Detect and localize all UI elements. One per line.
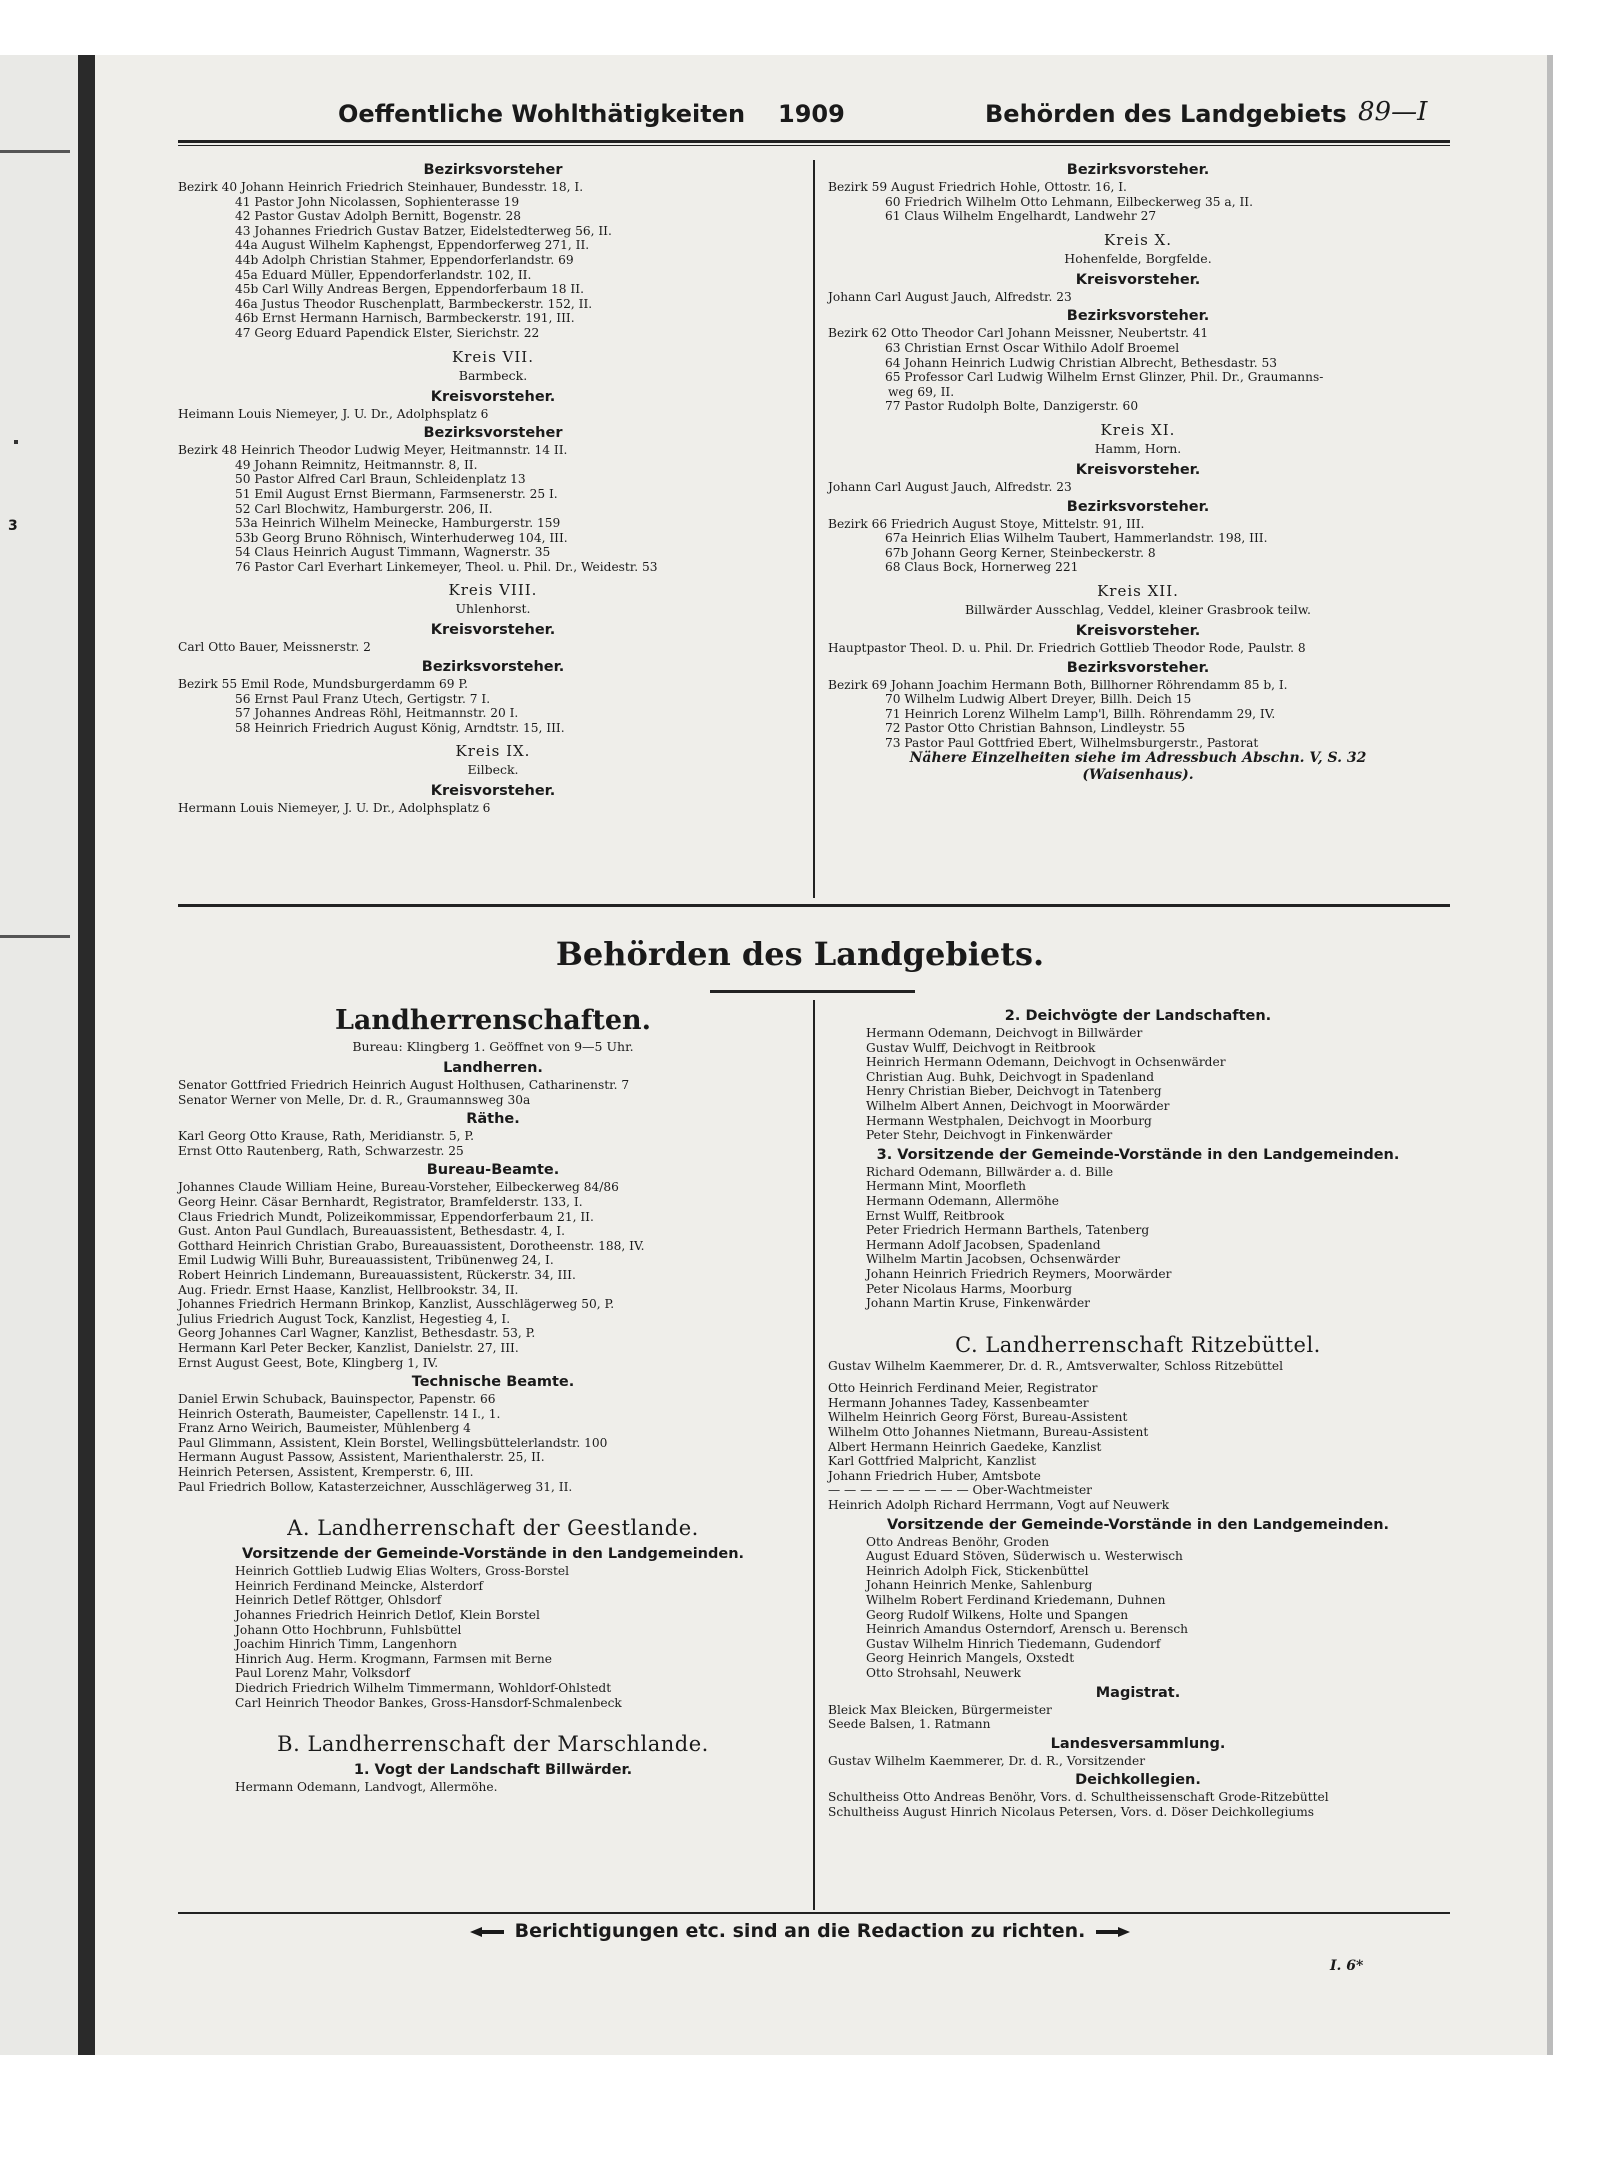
entry-line: 44b Adolph Christian Stahmer, Eppendorferlandstr. 69 [235, 252, 574, 267]
entry-line: Heimann Louis Niemeyer, J. U. Dr., Adolphsplatz 6 [178, 406, 489, 421]
bottom-right-column [828, 1004, 1448, 1820]
entry-line: Hermann Mint, Moorfleth [866, 1179, 1027, 1194]
entry-line: Schultheiss Otto Andreas Benöhr, Vors. d. Schultheissenschaft Grode-Ritzebüttel [828, 1790, 1329, 1805]
entry-line: 71 Heinrich Lorenz Wilhelm Lamp'l, Billh. Röhrendamm 29, IV. [885, 706, 1276, 721]
entry-line: Heinrich Gottlieb Ludwig Elias Wolters, Gross-Borstel [235, 1564, 570, 1579]
district-heading: Kreis IX. [455, 742, 531, 761]
entry-line: Johann Heinrich Menke, Sahlenburg [866, 1578, 1093, 1593]
section-heading: Kreisvorsteher. [430, 388, 556, 405]
section-heading: Bureau-Beamte. [426, 1162, 560, 1179]
bottom-left-column [178, 1004, 808, 1795]
district-heading: Kreis XII. [1097, 581, 1179, 600]
district-heading: Kreis XI. [1100, 420, 1176, 439]
district-subtitle: Barmbeck. [458, 367, 528, 383]
entry-line: Emil Ludwig Willi Buhr, Bureauassistent, Tribünenweg 24, I. [178, 1253, 554, 1268]
header-rule [178, 140, 1450, 143]
entry-line: Wilhelm Otto Johannes Nietmann, Bureau-Assistent [828, 1425, 1149, 1440]
entry-line: Gustav Wilhelm Hinrich Tiedemann, Gudendorf [866, 1636, 1161, 1651]
entry-line: 70 Wilhelm Ludwig Albert Dreyer, Billh. Deich 15 [885, 692, 1192, 707]
section-heading: Bezirksvorsteher. [1066, 659, 1210, 676]
entry-line: Bezirk 66 Friedrich August Stoye, Mittelstr. 91, III. [828, 516, 1145, 531]
entry-line: Heinrich Hermann Odemann, Deichvogt in Ochsenwärder [866, 1055, 1226, 1070]
entry-line: 68 Claus Bock, Hornerweg 221 [885, 560, 1079, 575]
section-heading: Kreisvorsteher. [1075, 622, 1201, 639]
entry-line: Gust. Anton Paul Gundlach, Bureauassistent, Bethesdastr. 4, I. [178, 1224, 565, 1239]
entry-line: Johann Carl August Jauch, Alfredstr. 23 [828, 479, 1072, 494]
entry-line: Hermann Odemann, Deichvogt in Billwärder [866, 1026, 1143, 1040]
entry-line: Henry Christian Bieber, Deichvogt in Tatenberg [866, 1084, 1162, 1099]
section-heading: Kreisvorsteher. [430, 622, 556, 639]
pointing-hand-icon [468, 1924, 508, 1940]
entry-line: Peter Stehr, Deichvogt in Finkenwärder [866, 1128, 1113, 1143]
entry-line: Hermann August Passow, Assistent, Marienthalerstr. 25, II. [178, 1450, 545, 1465]
entry-line: Senator Werner von Melle, Dr. d. R., Graumannsweg 30a [178, 1092, 531, 1107]
section-heading: Bezirksvorsteher. [421, 659, 565, 676]
reference-note: (Waisenhaus). [1082, 767, 1194, 784]
section-heading: 1. Vogt der Landschaft Billwärder. [353, 1762, 633, 1779]
entry-line: Heinrich Osterath, Baumeister, Capellenstr. 14 I., 1. [178, 1406, 501, 1421]
main-title: Behörden des Landgebiets. [555, 935, 1045, 973]
landherrenschaft-heading: C. Landherrenschaft Ritzebüttel. [955, 1332, 1321, 1357]
entry-line: 51 Emil August Ernst Biermann, Farmsenerstr. 25 I. [235, 486, 558, 501]
entry-line: 60 Friedrich Wilhelm Otto Lehmann, Eilbeckerweg 35 a, II. [885, 194, 1253, 209]
entry-line: Otto Heinrich Ferdinand Meier, Registrator [828, 1381, 1098, 1396]
adjacent-page-number: 3 [8, 518, 18, 534]
entry-line: Peter Nicolaus Harms, Moorburg [866, 1281, 1073, 1296]
entry-line: 73 Pastor Paul Gottfried Ebert, Wilhelmsburgerstr., Pastorat [885, 735, 1259, 750]
entry-line: Georg Heinrich Mangels, Oxstedt [866, 1651, 1075, 1666]
entry-line: Georg Johannes Carl Wagner, Kanzlist, Bethesdastr. 53, P. [178, 1326, 536, 1341]
section-heading: Technische Beamte. [411, 1374, 575, 1391]
entry-line: Hermann Adolf Jacobsen, Spadenland [866, 1237, 1101, 1252]
running-header-left: Oeffentliche Wohlthätigkeiten [338, 100, 746, 128]
entry-line: Robert Heinrich Lindemann, Bureauassistent, Rückerstr. 34, III. [178, 1267, 576, 1282]
section-heading: Vorsitzende der Gemeinde-Vorstände in den Landgemeinden. [241, 1546, 745, 1563]
section-heading: Kreisvorsteher. [430, 783, 556, 800]
entry-line: Johann Otto Hochbrunn, Fuhlsbüttel [235, 1622, 462, 1637]
entry-line: 49 Johann Reimnitz, Heitmannstr. 8, II. [235, 457, 478, 472]
entry-line: 53b Georg Bruno Röhnisch, Winterhuderweg 104, III. [235, 530, 568, 545]
entry-line: Carl Otto Bauer, Meissnerstr. 2 [178, 640, 371, 655]
top-left-column [178, 158, 808, 816]
entry-line: Johannes Friedrich Heinrich Detlof, Klein Borstel [235, 1608, 540, 1623]
section-heading: Landesversammlung. [1050, 1735, 1226, 1752]
entry-line: 64 Johann Heinrich Ludwig Christian Albrecht, Bethesdastr. 53 [885, 355, 1278, 370]
district-heading: Kreis X. [1104, 230, 1172, 249]
entry-line: 56 Ernst Paul Franz Utech, Gertigstr. 7 I. [235, 691, 491, 706]
entry-line: Paul Friedrich Bollow, Katasterzeichner, Ausschlägerweg 31, II. [178, 1479, 573, 1494]
entry-line: Julius Friedrich August Tock, Kanzlist, Hegestieg 4, I. [178, 1311, 511, 1326]
entry-line: Aug. Friedr. Ernst Haase, Kanzlist, Hellbrookstr. 34, II. [178, 1282, 519, 1297]
entry-line: 42 Pastor Gustav Adolph Bernitt, Bogenstr. 28 [235, 209, 521, 224]
signature-mark: I. 6* [1330, 1958, 1364, 1974]
entry-line: 57 Johannes Andreas Röhl, Heitmannstr. 20 I. [235, 706, 519, 721]
title-underline [710, 990, 915, 993]
column-divider-top [813, 160, 815, 898]
entry-line: 53a Heinrich Wilhelm Meinecke, Hamburgerstr. 159 [235, 516, 561, 531]
district-heading: Kreis VIII. [448, 581, 538, 600]
section-heading: Deichkollegien. [1075, 1772, 1201, 1789]
section-heading: Vorsitzende der Gemeinde-Vorstände in den Landgemeinden. [886, 1516, 1390, 1533]
entry-line: Wilhelm Martin Jacobsen, Ochsenwärder [866, 1252, 1121, 1267]
entry-line: Joachim Hinrich Timm, Langenhorn [235, 1637, 457, 1652]
entry-line: Hermann Odemann, Landvogt, Allermöhe. [235, 1780, 498, 1795]
landherrenschaft-heading: B. Landherrenschaft der Marschlande. [277, 1732, 709, 1757]
entry-line: Georg Rudolf Wilkens, Holte und Spangen [866, 1607, 1129, 1622]
pointing-hand-icon [1092, 1924, 1132, 1940]
entry-line: 77 Pastor Rudolph Bolte, Danzigerstr. 60 [885, 399, 1139, 414]
entry-line: 45a Eduard Müller, Eppendorferlandstr. 102, II. [235, 267, 532, 282]
entry-line: 52 Carl Blochwitz, Hamburgerstr. 206, II. [235, 501, 493, 516]
entry-line: Paul Glimmann, Assistent, Klein Borstel, Wellingsbüttelerlandstr. 100 [178, 1435, 608, 1450]
running-header-year: 1909 [778, 100, 845, 128]
entry-line: 44a August Wilhelm Kaphengst, Eppendorferweg 271, II. [235, 238, 590, 253]
entry-line: Johann Carl August Jauch, Alfredstr. 23 [828, 289, 1072, 304]
entry-line: Diedrich Friedrich Wilhelm Timmermann, Wohldorf-Ohlstedt [235, 1681, 612, 1695]
entry-line: Heinrich Amandus Osterndorf, Arensch u. Berensch [866, 1622, 1189, 1637]
entry-line: Ernst Otto Rautenberg, Rath, Schwarzestr. 25 [178, 1143, 464, 1158]
entry-line: Ernst Wulff, Reitbrook [866, 1208, 1005, 1223]
entry-line: Bezirk 59 August Friedrich Hohle, Ottostr. 16, I. [828, 180, 1127, 194]
entry-line: Otto Andreas Benöhr, Groden [866, 1534, 1050, 1549]
entry-line: Richard Odemann, Billwärder a. d. Bille [866, 1164, 1114, 1179]
district-subtitle: Eilbeck. [467, 762, 519, 778]
district-subtitle: Uhlenhorst. [455, 601, 531, 617]
district-subtitle: Billwärder Ausschlag, Veddel, kleiner Grasbrook teilw. [964, 601, 1311, 617]
subsection-title: Landherrenschaften. [334, 1005, 652, 1036]
entry-line: Carl Heinrich Theodor Bankes, Gross-Hansdorf-Schmalenbeck [235, 1695, 622, 1710]
top-right-column [828, 158, 1448, 784]
entry-line: 76 Pastor Carl Everhart Linkemeyer, Theol. u. Phil. Dr., Weidestr. 53 [235, 559, 658, 574]
entry-line: Hermann Louis Niemeyer, J. U. Dr., Adolphsplatz 6 [178, 801, 491, 816]
entry-line: Georg Heinr. Cäsar Bernhardt, Registrator, Bramfelderstr. 133, I. [178, 1194, 583, 1209]
running-header-right: Behörden des Landgebiets [985, 100, 1347, 128]
section-heading: Bezirksvorsteher. [1066, 308, 1210, 325]
entry-line: 67b Johann Georg Kerner, Steinbeckerstr. 8 [885, 545, 1156, 560]
entry-line: Bezirk 55 Emil Rode, Mundsburgerdamm 69 P. [178, 677, 468, 692]
entry-line: Ernst August Geest, Bote, Klingberg 1, IV. [178, 1355, 439, 1370]
footer-note [0, 1920, 1600, 1942]
entry-line: Johann Heinrich Friedrich Reymers, Moorwärder [866, 1266, 1172, 1281]
entry-line: August Eduard Stöven, Süderwisch u. Westerwisch [866, 1549, 1183, 1564]
entry-line: Bleick Max Bleicken, Bürgermeister [828, 1702, 1052, 1717]
section-heading: Kreisvorsteher. [1075, 271, 1201, 288]
section-heading: Bezirksvorsteher [423, 162, 563, 178]
entry-line: Hauptpastor Theol. D. u. Phil. Dr. Friedrich Gottlieb Theodor Rode, Paulstr. 8 [828, 640, 1306, 655]
entry-line: Heinrich Adolph Richard Herrmann, Vogt auf Neuwerk [828, 1498, 1170, 1513]
entry-line: Albert Hermann Heinrich Gaedeke, Kanzlist [828, 1439, 1102, 1454]
entry-line: Hermann Odemann, Allermöhe [866, 1193, 1059, 1208]
entry-line: 58 Heinrich Friedrich August König, Arndtstr. 15, III. [235, 720, 565, 735]
entry-continuation: weg 69, II. [888, 384, 955, 399]
entry-line: Wilhelm Robert Ferdinand Kriedemann, Duhnen [866, 1593, 1166, 1607]
footer-rule [178, 1912, 1450, 1914]
entry-line: Senator Gottfried Friedrich Heinrich August Holthusen, Catharinenstr. 7 [178, 1078, 630, 1092]
entry-line: Johannes Claude William Heine, Bureau-Vorsteher, Eilbeckerweg 84/86 [178, 1180, 619, 1195]
entry-line: 54 Claus Heinrich August Timmann, Wagnerstr. 35 [235, 545, 551, 560]
page-number: 89—I [1358, 97, 1428, 127]
entry-line: 50 Pastor Alfred Carl Braun, Schleidenplatz 13 [235, 472, 526, 487]
section-heading: Räthe. [466, 1111, 520, 1128]
district-subtitle: Hamm, Horn. [1094, 440, 1182, 456]
section-heading: 3. Vorsitzende der Gemeinde-Vorstände in den Landgemeinden. [876, 1146, 1400, 1163]
spacer [828, 1373, 1448, 1381]
entry-line: Hermann Johannes Tadey, Kassenbeamter [828, 1395, 1089, 1410]
adjacent-page-rule [0, 150, 70, 153]
adjacent-page-mark [14, 440, 18, 444]
entry-line: Seede Balsen, 1. Ratmann [828, 1717, 991, 1732]
adjacent-page-edge [0, 55, 78, 2055]
entry-line: 61 Claus Wilhelm Engelhardt, Landwehr 27 [885, 209, 1157, 224]
entry-line: Hermann Westphalen, Deichvogt in Moorburg [866, 1113, 1152, 1128]
entry-line: Heinrich Petersen, Assistent, Kremperstr. 6, III. [178, 1465, 474, 1480]
section-heading: Bezirksvorsteher [423, 425, 563, 442]
landherrenschaft-heading: A. Landherrenschaft der Geestlande. [287, 1516, 699, 1541]
section-heading: Landherren. [443, 1060, 543, 1076]
entry-line: Christian Aug. Buhk, Deichvogt in Spadenland [866, 1069, 1154, 1084]
entry-line: 45b Carl Willy Andreas Bergen, Eppendorferbaum 18 II. [235, 282, 584, 297]
entry-line: — — — — — — — — — Ober-Wachtmeister [828, 1483, 1092, 1498]
district-subtitle: Hohenfelde, Borgfelde. [1064, 250, 1212, 266]
section-heading: Magistrat. [1095, 1684, 1181, 1701]
entry-line: 47 Georg Eduard Papendick Elster, Sierichstr. 22 [235, 325, 540, 340]
entry-line: Daniel Erwin Schuback, Bauinspector, Papenstr. 66 [178, 1392, 496, 1407]
entry-line: 67a Heinrich Elias Wilhelm Taubert, Hammerlandstr. 198, III. [885, 531, 1268, 546]
entry-line: 46a Justus Theodor Ruschenplatt, Barmbeckerstr. 152, II. [235, 296, 593, 311]
district-heading: Kreis VII. [452, 347, 534, 366]
entry-line: 63 Christian Ernst Oscar Withilo Adolf Broemel [885, 340, 1180, 355]
entry-line: Hermann Karl Peter Becker, Kanzlist, Danielstr. 27, III. [178, 1340, 519, 1355]
entry-line: Otto Strohsahl, Neuwerk [866, 1665, 1021, 1680]
section-rule [178, 904, 1450, 907]
entry-line: Peter Friedrich Hermann Barthels, Tatenberg [866, 1223, 1150, 1238]
entry-line: Heinrich Detlef Röttger, Ohlsdorf [235, 1593, 442, 1608]
entry-line: 72 Pastor Otto Christian Bahnson, Lindleystr. 55 [885, 721, 1186, 736]
section-heading: Bezirksvorsteher. [1066, 162, 1210, 178]
entry-line: Gustav Wilhelm Kaemmerer, Dr. d. R., Amtsverwalter, Schloss Ritzebüttel [828, 1358, 1283, 1373]
entry-line: 46b Ernst Hermann Harnisch, Barmbeckerstr. 191, III. [235, 311, 575, 326]
entry-line: Johann Martin Kruse, Finkenwärder [866, 1296, 1091, 1311]
entry-line: Gustav Wulff, Deichvogt in Reitbrook [866, 1040, 1096, 1055]
district-subtitle: Bureau: Klingberg 1. Geöffnet von 9—5 Uhr. [352, 1039, 634, 1054]
entry-line: Hinrich Aug. Herm. Krogmann, Farmsen mit Berne [235, 1651, 552, 1666]
entry-line: Wilhelm Heinrich Georg Först, Bureau-Assistent [828, 1410, 1128, 1425]
column-divider-bottom [813, 1000, 815, 1910]
entry-line: Paul Lorenz Mahr, Volksdorf [235, 1666, 411, 1681]
entry-line: Bezirk 62 Otto Theodor Carl Johann Meissner, Neubertstr. 41 [828, 326, 1209, 341]
entry-line: Johann Friedrich Huber, Amtsbote [828, 1468, 1041, 1483]
entry-line: Bezirk 40 Johann Heinrich Friedrich Steinhauer, Bundesstr. 18, I. [178, 180, 584, 194]
entry-line: Bezirk 48 Heinrich Theodor Ludwig Meyer, Heitmannstr. 14 II. [178, 443, 568, 458]
entry-line: Heinrich Ferdinand Meincke, Alsterdorf [235, 1578, 484, 1593]
entry-line: 65 Professor Carl Ludwig Wilhelm Ernst Glinzer, Phil. Dr., Graumanns- [885, 370, 1324, 385]
entry-line: Johannes Friedrich Hermann Brinkop, Kanzlist, Ausschlägerweg 50, P. [178, 1297, 615, 1312]
entry-line: Karl Gottfried Malpricht, Kanzlist [828, 1454, 1037, 1469]
reference-note: Nähere Einzelheiten siehe im Adressbuch Abschn. V, S. 32 [909, 750, 1367, 767]
entry-line: 43 Johannes Friedrich Gustav Batzer, Eidelstedterweg 56, II. [235, 223, 612, 238]
footer-text: Berichtigungen etc. sind an die Redaction zu richten. [514, 1920, 1086, 1942]
entry-line: Heinrich Adolph Fick, Stickenbüttel [866, 1563, 1089, 1578]
entry-line: 41 Pastor John Nicolassen, Sophienterasse 19 [235, 194, 520, 209]
entry-line: Karl Georg Otto Krause, Rath, Meridianstr. 5, P. [178, 1129, 474, 1144]
entry-line: Schultheiss August Hinrich Nicolaus Petersen, Vors. d. Döser Deichkollegiums [828, 1804, 1315, 1819]
entry-line: Franz Arno Weirich, Baumeister, Mühlenberg 4 [178, 1421, 471, 1436]
entry-line: Gotthard Heinrich Christian Grabo, Bureauassistent, Dorotheenstr. 188, IV. [178, 1238, 645, 1253]
header-rule-thin [178, 145, 1450, 146]
section-heading: Bezirksvorsteher. [1066, 498, 1210, 515]
entry-line: Claus Friedrich Mundt, Polizeikommissar, Eppendorferbaum 21, II. [178, 1209, 594, 1224]
section-heading: 2. Deichvögte der Landschaften. [1004, 1008, 1272, 1024]
entry-line: Gustav Wilhelm Kaemmerer, Dr. d. R., Vorsitzender [828, 1753, 1146, 1768]
entry-line: Bezirk 69 Johann Joachim Hermann Both, Billhorner Röhrendamm 85 b, I. [828, 677, 1288, 692]
section-heading: Kreisvorsteher. [1075, 461, 1201, 478]
entry-line: Wilhelm Albert Annen, Deichvogt in Moorwärder [866, 1098, 1170, 1113]
page-right-edge [1547, 55, 1553, 2055]
